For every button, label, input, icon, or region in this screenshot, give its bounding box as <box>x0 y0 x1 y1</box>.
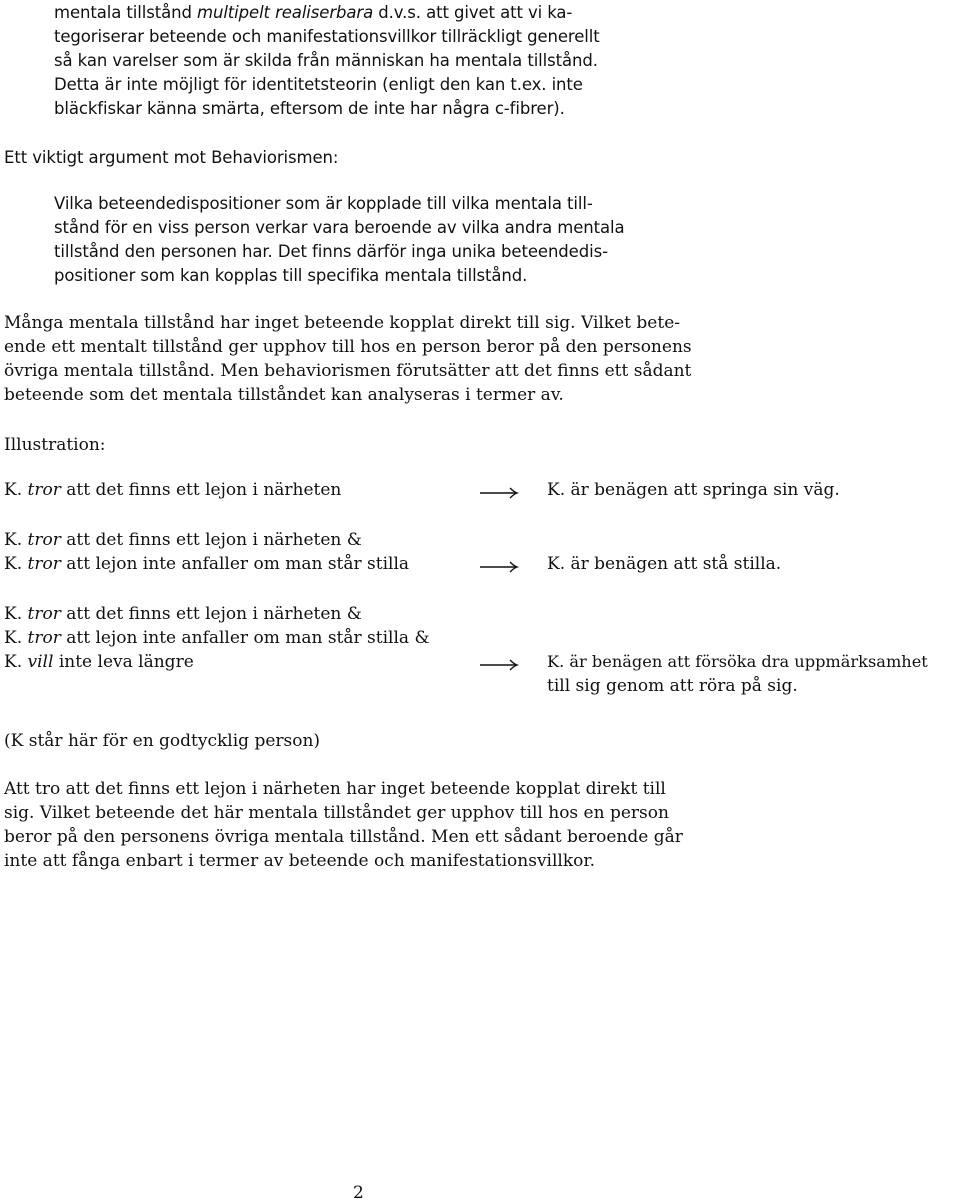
implies-arrow-icon <box>478 484 520 502</box>
text-span: att det finns ett lejon i närheten <box>60 480 342 500</box>
premise-line <box>4 480 341 500</box>
text-span: att det finns ett lejon i närheten & <box>60 604 362 624</box>
result-line: till sig genom att röra på sig. <box>547 676 798 696</box>
text-line <box>54 3 572 22</box>
premise-line <box>4 530 362 550</box>
emphasis-text: multipelt realiserbara <box>196 3 374 22</box>
text-line: Att tro att det finns ett lejon i närheten har inget beteende kopplat direkt till <box>4 779 666 799</box>
emphasis-text: tror <box>27 530 61 550</box>
text-line: inte att fånga enbart i termer av beteende och manifestationsvillkor. <box>4 851 596 871</box>
note-text: (K står här för en godtycklig person) <box>4 731 321 751</box>
text-line: så kan varelser som är skilda från människan ha mentala tillstånd. <box>54 51 598 70</box>
text-span: K. <box>4 604 28 624</box>
text-span: K. <box>4 554 28 574</box>
text-line: övriga mentala tillstånd. Men behaviorismen förutsätter att det finns ett sådant <box>4 361 692 381</box>
emphasis-text: tror <box>27 628 61 648</box>
premise-line <box>4 628 430 648</box>
text-span: K. <box>4 480 28 500</box>
text-line: bläckfiskar känna smärta, eftersom de inte har några c-fibrer). <box>54 99 565 118</box>
text-line: beror på den personens övriga mentala tillstånd. Men ett sådant beroende går <box>4 827 683 847</box>
emphasis-text: tror <box>27 554 61 574</box>
section-heading: Ett viktigt argument mot Behaviorismen: <box>4 148 339 167</box>
text-span: att det finns ett lejon i närheten & <box>60 530 362 550</box>
text-span: d.v.s. att givet att vi ka- <box>373 3 573 22</box>
premise-line <box>4 604 362 624</box>
emphasis-text: vill <box>27 652 54 672</box>
text-span: inte leva längre <box>53 652 194 672</box>
text-line: Många mentala tillstånd har inget beteende kopplat direkt till sig. Vilket bete- <box>4 313 680 333</box>
text-line: positioner som kan kopplas till specifika mentala tillstånd. <box>54 266 528 285</box>
text-span: K. <box>4 628 28 648</box>
text-line: beteende som det mentala tillståndet kan analyseras i termer av. <box>4 385 564 405</box>
text-line: Vilka beteendedispositioner som är kopplade till vilka mentala till- <box>54 194 593 213</box>
text-span: K. <box>4 652 28 672</box>
text-span: att lejon inte anfaller om man står stilla & <box>60 628 430 648</box>
illustration-heading: Illustration: <box>4 435 106 455</box>
emphasis-text: tror <box>27 604 61 624</box>
text-line: Detta är inte möjligt för identitetsteorin (enligt den kan t.ex. inte <box>54 75 583 94</box>
implies-arrow-icon <box>478 558 520 576</box>
text-span: K. <box>4 530 28 550</box>
text-line: tegoriserar beteende och manifestationsvillkor tillräckligt generellt <box>54 27 600 46</box>
emphasis-text: tror <box>27 480 61 500</box>
result-line: K. är benägen att försöka dra uppmärksamhet <box>547 652 928 671</box>
result-line: K. är benägen att stå stilla. <box>547 554 782 574</box>
text-span: att lejon inte anfaller om man står stilla <box>60 554 410 574</box>
implies-arrow-icon <box>478 656 520 674</box>
text-line: sig. Vilket beteende det här mentala tillståndet ger upphov till hos en person <box>4 803 669 823</box>
text-line: stånd för en viss person verkar vara beroende av vilka andra mentala <box>54 218 625 237</box>
premise-line <box>4 554 409 574</box>
text-line: ende ett mentalt tillstånd ger upphov till hos en person beror på den personens <box>4 337 692 357</box>
page-number: 2 <box>353 1183 364 1203</box>
text-line: tillstånd den personen har. Det finns därför inga unika beteendedis- <box>54 242 608 261</box>
premise-line <box>4 652 194 672</box>
text-span: mentala tillstånd <box>54 3 197 22</box>
result-line: K. är benägen att springa sin väg. <box>547 480 840 500</box>
